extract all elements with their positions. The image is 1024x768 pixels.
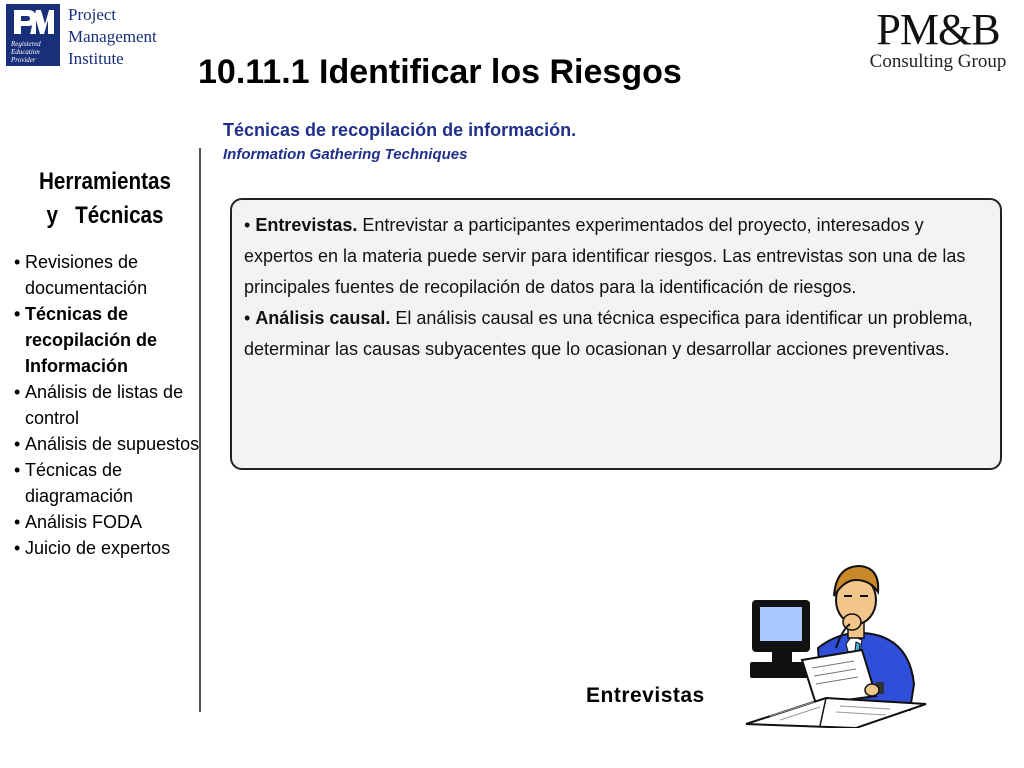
sidebar-item: • Análisis de listas de control (14, 379, 200, 431)
bullet-text: Entrevistar a participantes experimentados del proyecto, interesados y expertos en la materia puede servir para identificar riesgos. Las entrevistas son una de las principales fuentes de recopilación de datos para la identificación de riesgos. (244, 215, 966, 297)
sidebar-item: • Técnicas de diagramación (14, 457, 200, 509)
pmi-logo-line: Institute (68, 49, 124, 68)
book-icon (746, 698, 926, 728)
pmb-logo-sub: Consulting Group (869, 51, 1007, 72)
sidebar-item: • Juicio de expertos (14, 535, 200, 561)
pmi-badge-line-3: Provider (11, 56, 36, 64)
bullet-text: El análisis causal es una técnica especifica para identificar un problema, determinar las causas subyacentes que lo ocasionan y desarrollar acciones preventivas. (244, 308, 973, 359)
pmi-logo (6, 4, 157, 68)
sidebar-item: • Análisis de supuestos (14, 431, 200, 457)
section-subtitle: Técnicas de recopilación de información. (223, 120, 577, 140)
bullet-term: Entrevistas. (255, 215, 358, 235)
pmi-logo-line: Project (68, 5, 117, 24)
page-title: 10.11.1 Identificar los Riesgos (198, 53, 682, 91)
section-subtitle-english: Information Gathering Techniques (223, 146, 468, 163)
illustration-caption: Entrevistas (586, 684, 705, 707)
content-bullet: • Análisis causal. El análisis causal es una técnica especifica para identificar un problema, determinar las causas subyacentes que lo ocasionan y desarrollar acciones preventivas. (244, 308, 973, 359)
pmi-badge-line-1: Registered (11, 40, 41, 48)
pmb-logo (864, 5, 1012, 72)
bullet-term: Análisis causal. (255, 308, 391, 328)
content-text (244, 210, 992, 365)
sidebar-heading-line-2: y Técnicas (46, 202, 164, 229)
pmi-badge-line-2: Education (11, 48, 40, 56)
sidebar-item-active: • Técnicas de recopilación de Información (14, 301, 200, 379)
pmi-logo-line: Management (68, 27, 157, 46)
man-figure-icon (802, 566, 914, 710)
pmi-logo-text (68, 4, 157, 70)
content-bullet: • Entrevistas. Entrevistar a participantes experimentados del proyecto, interesados y expertos en la materia puede servir para identificar riesgos. Las entrevistas son una de las principales fuentes de recopilación de datos para la identificación de riesgos. (244, 215, 966, 297)
pmb-logo-main: PM&B (876, 5, 1000, 54)
pmi-badge-icon (6, 4, 60, 66)
sidebar-heading-line-1: Herramientas (39, 168, 171, 195)
interview-illustration (740, 556, 940, 728)
sidebar-item: • Análisis FODA (14, 509, 200, 535)
content-box (230, 198, 1002, 470)
sidebar-heading (32, 165, 178, 233)
sidebar-list (14, 249, 200, 561)
sidebar-item: • Revisiones de documentación (14, 249, 200, 301)
